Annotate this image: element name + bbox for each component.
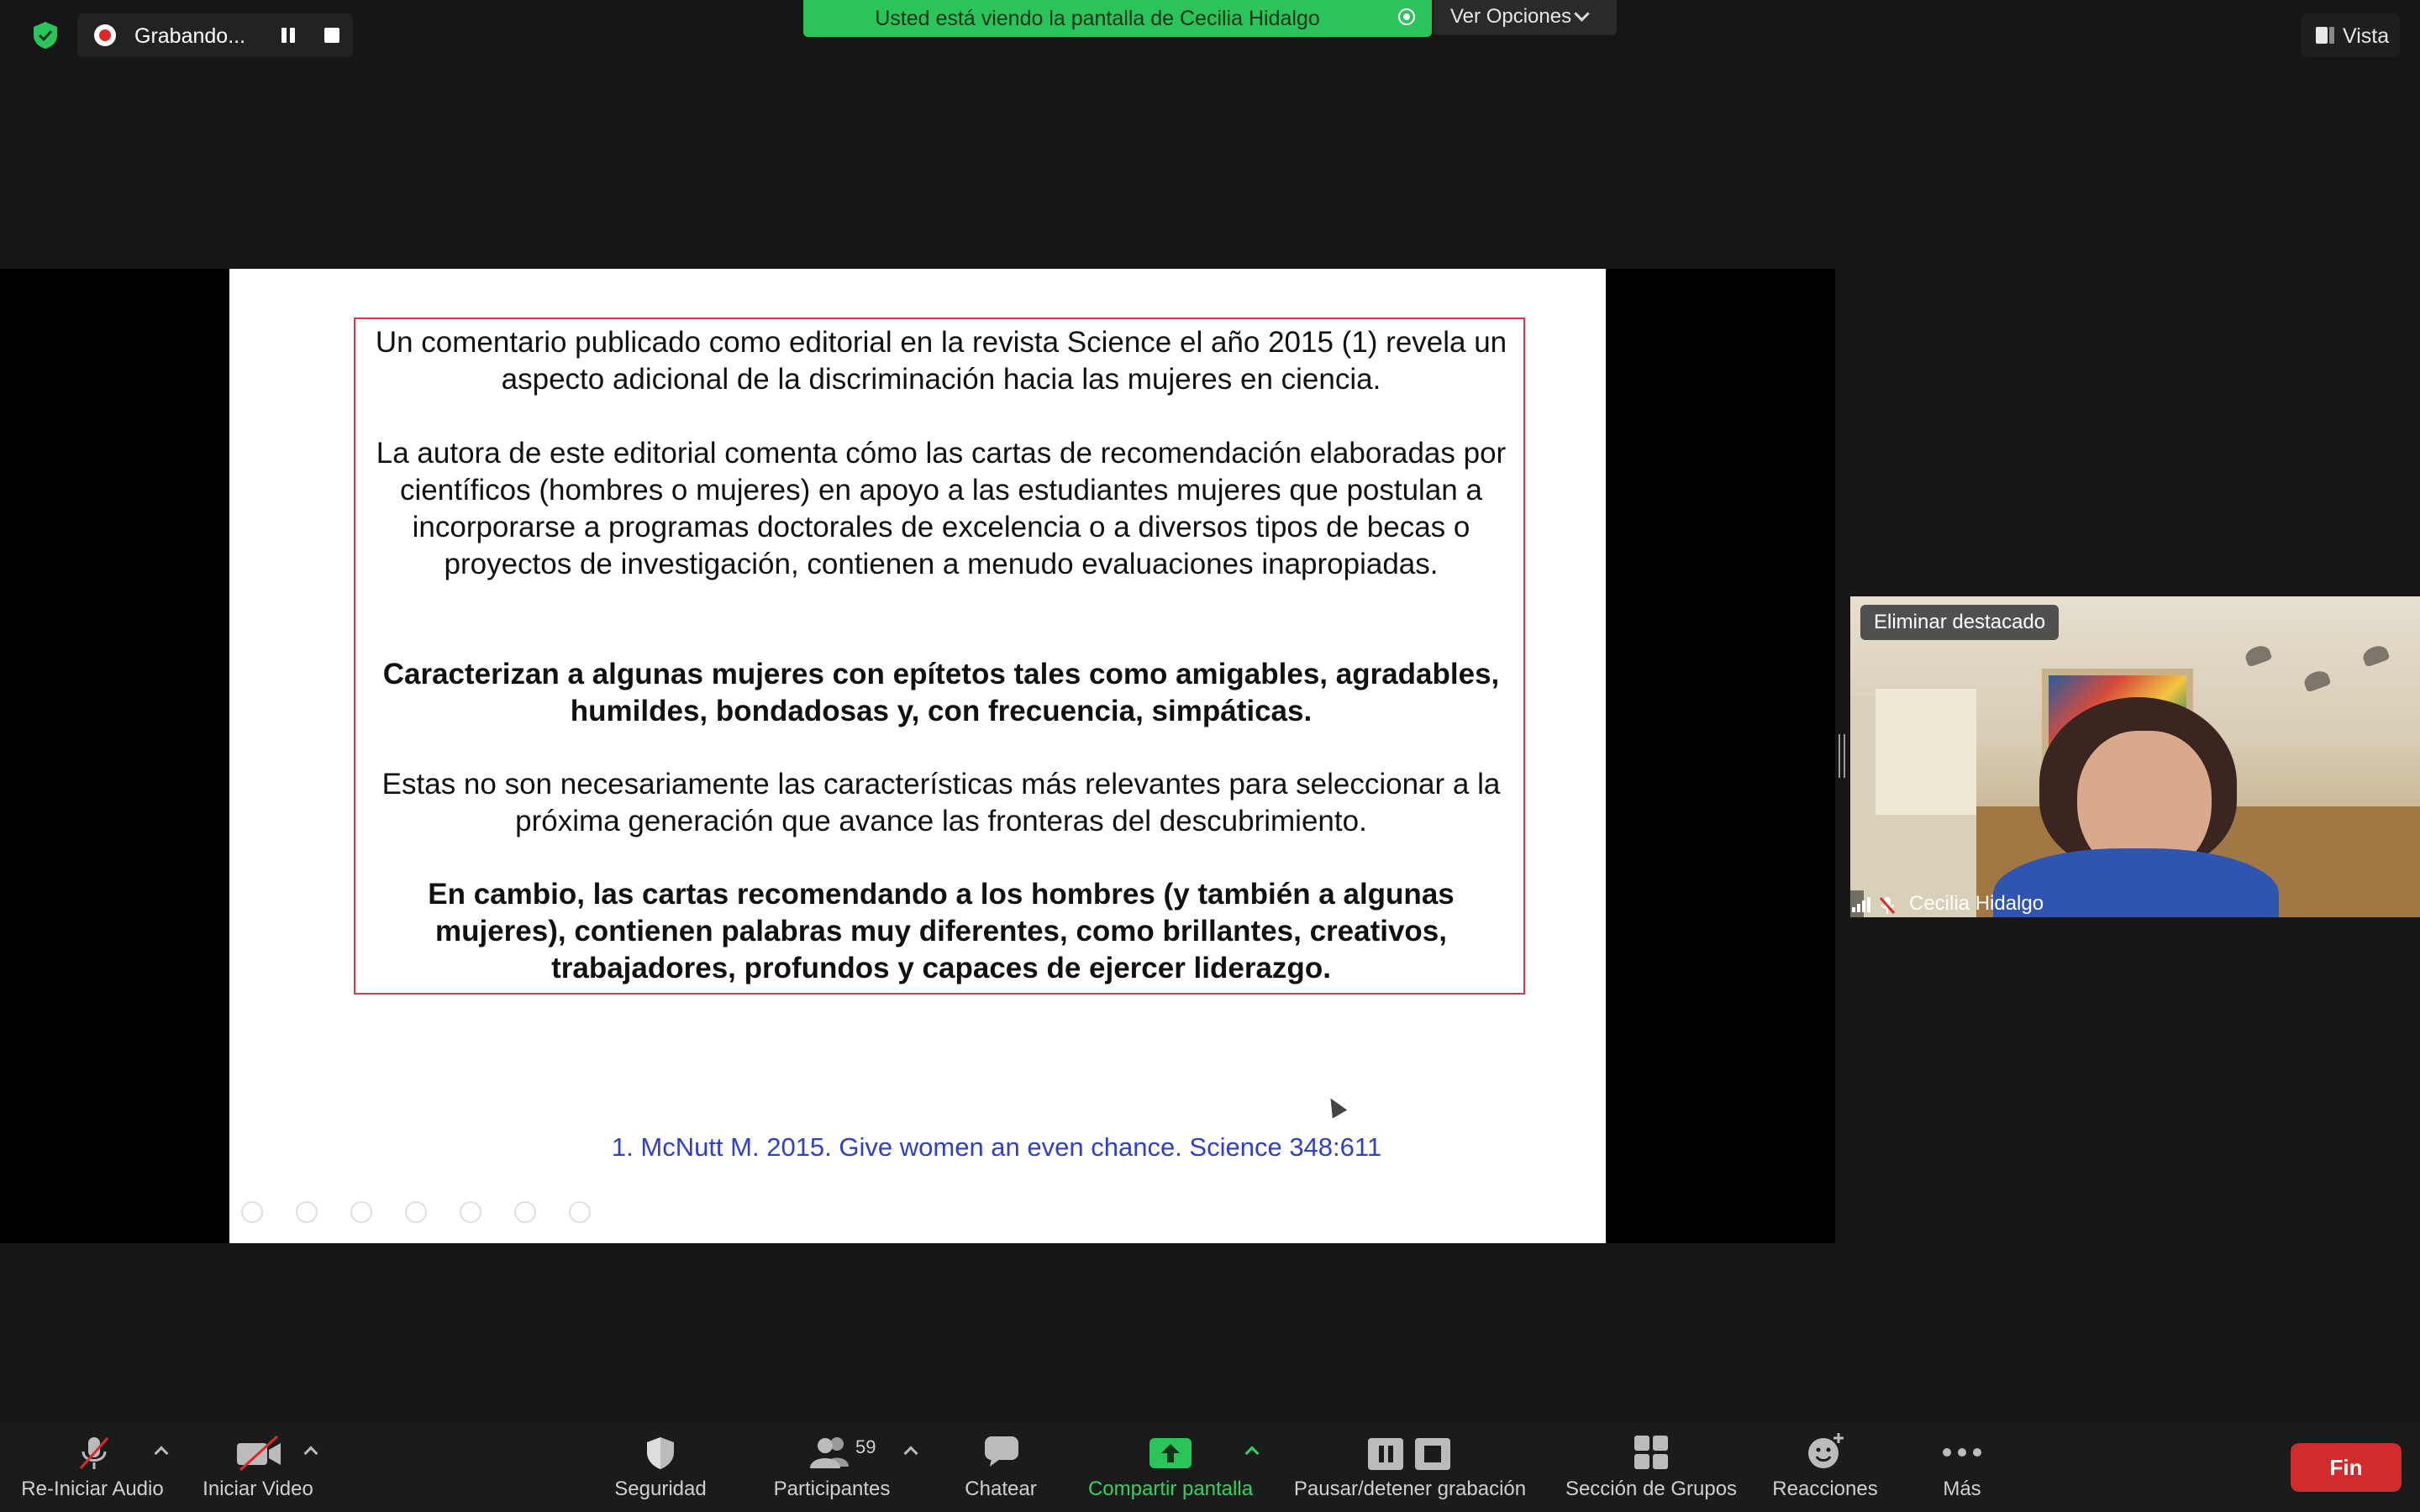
- mic-muted-icon: [1879, 895, 1892, 912]
- restart-audio-button[interactable]: [0, 1423, 185, 1512]
- pen-icon[interactable]: [350, 1201, 372, 1223]
- breakout-rooms-label: Sección de Grupos: [1565, 1478, 1738, 1500]
- slides-grid-icon[interactable]: [405, 1201, 427, 1223]
- view-options-label: Ver Opciones: [1450, 5, 1572, 28]
- previous-slide-icon[interactable]: [241, 1201, 263, 1223]
- security-button[interactable]: [602, 1423, 719, 1512]
- end-meeting-button[interactable]: Fin: [2291, 1443, 2402, 1492]
- slide-paragraph: Estas no son necesariamente las características más relevantes para seleccionar a la próxima generación que avance las fronteras del descubrimiento.: [381, 768, 1501, 837]
- participants-label: Participantes: [773, 1478, 891, 1500]
- start-video-label: Iniciar Video: [203, 1478, 313, 1500]
- viewing-screen-banner: [803, 0, 1432, 37]
- pause-stop-recording-icon: [1368, 1438, 1452, 1474]
- sharing-status-icon: [1398, 8, 1415, 25]
- record-dot-icon: [94, 24, 116, 46]
- chevron-down-icon: [1574, 6, 1589, 21]
- restart-audio-label: Re-Iniciar Audio: [21, 1478, 164, 1500]
- mouse-cursor-icon: [1323, 1094, 1347, 1118]
- stop-recording-icon[interactable]: [324, 28, 339, 43]
- pause-stop-recording-label: Pausar/detener grabación: [1293, 1478, 1527, 1500]
- butterfly-decoration: [2243, 643, 2272, 667]
- speaker-view-icon: [2316, 27, 2328, 44]
- participant-name: Cecilia Hidalgo: [1909, 892, 2044, 915]
- view-options-button[interactable]: [1434, 0, 1617, 35]
- chat-label: Chatear: [965, 1478, 1037, 1500]
- reactions-label: Reacciones: [1772, 1478, 1878, 1500]
- microphone-muted-icon: [77, 1435, 111, 1476]
- reference-text: 1. McNutt M. 2015. Give women an even chance. Science 348:611: [611, 1132, 1382, 1162]
- share-screen-label: Compartir pantalla: [1087, 1478, 1254, 1500]
- resize-handle[interactable]: [1839, 734, 1845, 778]
- slide-text-box: [354, 318, 1525, 995]
- more-dots-icon: [1942, 1446, 1982, 1462]
- security-shield-icon: [644, 1435, 677, 1476]
- remove-spotlight-button[interactable]: Eliminar destacado: [1860, 605, 2059, 640]
- pause-recording-icon[interactable]: [279, 26, 297, 45]
- viewing-screen-text: Usted está viendo la pantalla de Cecilia Hidalgo: [875, 7, 1320, 30]
- butterfly-decoration: [2360, 643, 2390, 667]
- subtitles-icon[interactable]: [514, 1201, 536, 1223]
- slide-paragraph: Un comentario publicado como editorial en la revista Science el año 2015 (1) revela un aspecto adicional de la discriminación hacia las mujeres en ciencia.: [375, 326, 1507, 396]
- participant-name-tag: [1850, 890, 2044, 917]
- pause-stop-recording-button[interactable]: [1284, 1423, 1536, 1512]
- start-video-button[interactable]: [187, 1423, 329, 1512]
- view-layout-button[interactable]: [2301, 13, 2400, 57]
- slide-paragraph: La autora de este editorial comenta cómo las cartas de recomendación elaboradas por científicos (hombres o mujeres) en apoyo a las estudiantes mujeres que postulan a incorporarse a programas doctorales de excelencia o a diversos tipos de becas o proyectos de investigación, contienen a menudo evaluaciones inapropiadas.: [376, 437, 1507, 580]
- participants-icon: [808, 1435, 854, 1473]
- next-slide-icon[interactable]: [296, 1201, 318, 1223]
- slide-reference: [229, 1132, 1606, 1163]
- more-options-icon[interactable]: [569, 1201, 591, 1223]
- signal-strength-icon: [1852, 897, 1874, 912]
- participants-count: 59: [855, 1436, 876, 1457]
- background-window: [1876, 689, 1976, 815]
- camera-off-icon: [235, 1435, 282, 1476]
- meeting-controls-toolbar: [0, 1423, 2420, 1512]
- more-button[interactable]: [1914, 1423, 2010, 1512]
- recording-status-label: Grabando...: [134, 24, 246, 48]
- slide-paragraph: Caracterizan a algunas mujeres con epítetos tales como amigables, agradables, humildes, bondadosas y, con frecuencia, simpáticas.: [382, 658, 1500, 727]
- butterfly-decoration: [2302, 668, 2331, 692]
- participant-video-tile[interactable]: [1850, 596, 2420, 917]
- share-screen-button[interactable]: [1076, 1423, 1265, 1512]
- chat-bubble-icon: [983, 1435, 1020, 1473]
- view-layout-label: Vista: [2343, 24, 2390, 48]
- presentation-slide: [229, 269, 1606, 1243]
- share-screen-icon: [1150, 1438, 1192, 1473]
- slide-paragraph: En cambio, las cartas recomendando a los hombres (y también a algunas mujeres), contienen palabras muy diferentes, como brillantes, creativos, trabajadores, profundos y capaces de ejercer liderazgo.: [428, 878, 1455, 984]
- security-label: Seguridad: [614, 1478, 707, 1500]
- reactions-button[interactable]: [1766, 1423, 1884, 1512]
- recording-indicator[interactable]: [77, 13, 353, 57]
- breakout-rooms-button[interactable]: [1551, 1423, 1751, 1512]
- chat-button[interactable]: [946, 1423, 1055, 1512]
- security-shield-icon: [30, 20, 60, 50]
- zoom-icon[interactable]: [460, 1201, 481, 1223]
- breakout-rooms-icon: [1634, 1435, 1669, 1474]
- participants-button[interactable]: [756, 1423, 908, 1512]
- more-label: Más: [1943, 1478, 1981, 1500]
- reaction-emoji-icon: [1807, 1431, 1845, 1474]
